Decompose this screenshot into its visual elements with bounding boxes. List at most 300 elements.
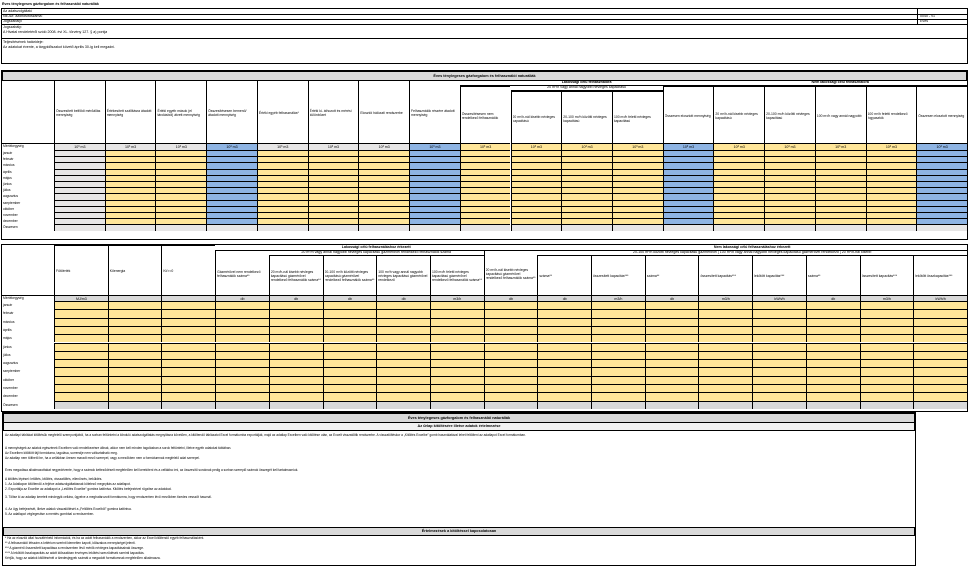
column-header [215,250,269,295]
data-cell[interactable] [591,376,645,384]
data-cell[interactable] [860,351,914,359]
data-cell[interactable] [913,301,967,309]
data-cell[interactable] [323,384,377,392]
data-cell[interactable] [376,334,430,342]
data-cell[interactable] [54,224,105,230]
data-cell[interactable] [645,326,699,334]
unit-label: m3/h [882,297,891,301]
data-cell[interactable] [591,359,645,367]
data-cell[interactable] [860,326,914,334]
data-cell[interactable] [215,326,269,334]
data-cell[interactable] [806,359,860,367]
unit-label: db [562,297,567,301]
data-cell[interactable] [698,401,752,409]
column-header-label: lekötött kapacitás*** [754,274,785,278]
data-cell[interactable] [323,351,377,359]
data-cell[interactable] [484,351,538,359]
data-cell[interactable] [645,301,699,309]
data-cell[interactable] [752,309,806,317]
data-cell[interactable] [860,359,914,367]
unit-cell [511,143,562,150]
data-cell[interactable] [215,309,269,317]
data-cell[interactable] [860,401,914,409]
data-cell[interactable] [54,301,108,309]
data-cell[interactable] [806,351,860,359]
data-cell[interactable] [752,359,806,367]
data-cell[interactable] [806,326,860,334]
data-cell[interactable] [430,326,484,334]
data-cell[interactable] [105,224,156,230]
column-header [155,80,206,143]
data-cell[interactable] [269,376,323,384]
data-cell[interactable] [54,376,108,384]
data-cell[interactable] [537,343,591,351]
data-cell[interactable] [269,318,323,326]
data-cell[interactable] [430,392,484,400]
data-cell[interactable] [54,309,108,317]
data-cell[interactable] [269,301,323,309]
data-cell[interactable] [215,376,269,384]
data-cell[interactable] [323,301,377,309]
month-label: augusztus [3,194,19,199]
data-cell[interactable] [645,318,699,326]
data-cell[interactable] [269,309,323,317]
data-cell[interactable] [913,367,967,375]
data-cell[interactable] [215,392,269,400]
data-cell[interactable] [591,367,645,375]
data-cell[interactable] [108,301,162,309]
data-cell[interactable] [806,367,860,375]
data-cell[interactable] [860,301,914,309]
data-cell[interactable] [323,309,377,317]
data-cell[interactable] [806,401,860,409]
data-cell[interactable] [752,318,806,326]
unit-cell [916,143,967,150]
data-cell[interactable] [161,334,215,342]
data-cell[interactable] [806,301,860,309]
data-cell[interactable] [161,351,215,359]
data-cell[interactable] [591,384,645,392]
column-header [537,255,591,295]
data-cell[interactable] [698,392,752,400]
data-cell[interactable] [430,318,484,326]
data-cell[interactable] [752,343,806,351]
data-cell[interactable] [537,359,591,367]
column-header-label: 100 m³/h feletti névleges kapacitású gázmérővel rendelkező felhasználók száma** [431,270,482,282]
form-period: Éves [920,19,928,23]
data-cell[interactable] [591,318,645,326]
data-cell[interactable] [537,367,591,375]
data-cell[interactable] [161,326,215,334]
data-cell[interactable] [269,351,323,359]
data-cell[interactable] [698,301,752,309]
data-cell[interactable] [376,351,430,359]
data-cell[interactable] [430,401,484,409]
data-cell[interactable] [537,384,591,392]
data-cell[interactable] [484,401,538,409]
data-cell[interactable] [215,384,269,392]
column-header-label: Kőenergia [109,269,126,273]
data-cell[interactable] [155,224,206,230]
data-cell[interactable] [430,384,484,392]
column-header [308,80,359,143]
data-cell[interactable] [537,334,591,342]
sheet-title: Éves ténylegeses gázforgalom és felhasználói naturáliák [2,2,99,6]
data-cell[interactable] [215,401,269,409]
data-cell[interactable] [645,401,699,409]
data-cell[interactable] [860,309,914,317]
table-monthly-volumes [1,70,968,240]
info-line: Az adatokat évente, a tárgyidőszakot követő április 30-ig kell megadni. [3,45,116,49]
data-cell[interactable] [713,224,764,230]
data-cell[interactable] [645,334,699,342]
column-header-label: Összesen elosztott mennyiség [664,114,711,118]
column-header [257,80,308,143]
data-cell[interactable] [215,334,269,342]
data-cell[interactable] [806,343,860,351]
data-cell[interactable] [323,376,377,384]
data-cell[interactable] [323,343,377,351]
data-cell[interactable] [484,309,538,317]
data-cell[interactable] [561,224,612,230]
data-cell[interactable] [913,384,967,392]
data-cell[interactable] [860,334,914,342]
data-cell[interactable] [376,309,430,317]
data-cell[interactable] [269,392,323,400]
data-cell[interactable] [752,384,806,392]
data-cell[interactable] [376,392,430,400]
data-cell[interactable] [108,367,162,375]
data-cell[interactable] [161,401,215,409]
data-cell[interactable] [323,334,377,342]
unit-cell [561,143,612,150]
data-cell[interactable] [752,367,806,375]
data-cell[interactable] [645,343,699,351]
unit-label: 10³ m3 [327,145,340,149]
data-cell[interactable] [752,334,806,342]
data-cell[interactable] [698,318,752,326]
data-cell[interactable] [860,367,914,375]
column-header [806,255,860,295]
data-cell[interactable] [54,392,108,400]
data-cell[interactable] [698,334,752,342]
data-cell[interactable] [663,224,714,230]
data-cell[interactable] [430,343,484,351]
data-cell[interactable] [430,359,484,367]
data-cell[interactable] [484,301,538,309]
data-cell[interactable] [269,334,323,342]
column-header [161,245,215,295]
data-cell[interactable] [806,309,860,317]
column-header-label: Ki/>=0 [163,269,174,273]
data-cell[interactable] [913,318,967,326]
data-cell[interactable] [269,401,323,409]
data-cell[interactable] [591,301,645,309]
column-header-label: Értéki egyéb mások (el tárolásból) átvett mennyiség [157,109,200,117]
data-cell[interactable] [54,318,108,326]
data-cell[interactable] [806,384,860,392]
data-cell[interactable] [537,309,591,317]
column-header-label: Értékesített szállításra átadott mennyiség [106,109,152,117]
month-label: május [3,175,12,180]
data-cell[interactable] [913,351,967,359]
data-cell[interactable] [698,384,752,392]
data-cell[interactable] [860,343,914,351]
data-cell[interactable] [358,224,409,230]
data-cell[interactable] [612,224,663,230]
data-cell[interactable] [698,367,752,375]
data-cell[interactable] [752,376,806,384]
data-cell[interactable] [591,309,645,317]
data-cell[interactable] [430,334,484,342]
data-cell[interactable] [161,392,215,400]
column-header-label: Fűtőérték [56,269,71,273]
data-cell[interactable] [764,224,815,230]
unit-row-label: Mértékegység [3,144,24,148]
data-cell[interactable] [752,301,806,309]
data-cell[interactable] [484,367,538,375]
data-cell[interactable] [323,359,377,367]
month-label: november [3,386,18,390]
unit-label: 10³ m3 [733,145,745,149]
data-cell[interactable] [913,326,967,334]
data-cell[interactable] [257,224,308,230]
data-cell[interactable] [752,351,806,359]
month-label: február [3,157,14,162]
data-cell[interactable] [591,351,645,359]
data-cell[interactable] [860,318,914,326]
data-cell[interactable] [376,376,430,384]
data-cell[interactable] [913,392,967,400]
data-cell[interactable] [913,343,967,351]
data-cell[interactable] [430,309,484,317]
data-cell[interactable] [537,326,591,334]
column-header [484,250,538,295]
note-paragraph: A kitöltés lépései: letöltés, kitöltés, visszatöltés, ellenőrzés, beküldés. [5,477,103,481]
unit-cell [54,143,105,150]
data-cell[interactable] [376,367,430,375]
column-header-label: lekötött összkapacitás*** [915,274,953,278]
data-cell[interactable] [215,301,269,309]
data-cell[interactable] [430,367,484,375]
unit-cell [460,143,511,150]
data-cell[interactable] [591,392,645,400]
data-cell[interactable] [913,309,967,317]
data-cell[interactable] [323,401,377,409]
data-cell[interactable] [108,384,162,392]
data-cell[interactable] [484,334,538,342]
data-cell[interactable] [323,318,377,326]
data-cell[interactable] [698,326,752,334]
subgroup-header-lakossagi: 20 m³/h vagy annál nagyobb névleges kapacitású [547,85,627,89]
data-cell[interactable] [54,334,108,342]
data-cell[interactable] [698,351,752,359]
data-cell[interactable] [323,392,377,400]
data-cell[interactable] [323,326,377,334]
data-cell[interactable] [54,343,108,351]
data-cell[interactable] [54,326,108,334]
data-cell[interactable] [645,367,699,375]
data-cell[interactable] [484,384,538,392]
data-cell[interactable] [484,359,538,367]
data-cell[interactable] [215,351,269,359]
data-cell[interactable] [161,384,215,392]
data-cell[interactable] [376,326,430,334]
data-cell[interactable] [860,392,914,400]
data-cell[interactable] [108,343,162,351]
data-cell[interactable] [860,376,914,384]
column-header-label: 20-100 m³/h közötti névleges kapacitású [563,114,607,123]
unit-cell [155,143,206,150]
data-cell[interactable] [376,318,430,326]
column-header [713,86,764,143]
notes-banner: Éves ténylegeses gázforgalom és felhasználói naturáliák [3,413,915,423]
data-cell[interactable] [269,359,323,367]
data-cell[interactable] [460,224,511,230]
column-header-label: 100 m³/h vagy annál nagyobb névleges kapacitású gázmérővel rendelkező [378,270,428,282]
data-cell[interactable] [591,326,645,334]
data-cell[interactable] [430,351,484,359]
data-cell[interactable] [161,367,215,375]
column-header [511,91,562,143]
data-cell[interactable] [161,359,215,367]
data-cell[interactable] [916,224,967,230]
data-cell[interactable] [484,343,538,351]
month-label: december [3,219,18,224]
data-cell[interactable] [806,318,860,326]
data-cell[interactable] [376,359,430,367]
column-header [764,86,815,143]
data-cell[interactable] [645,384,699,392]
data-cell[interactable] [484,376,538,384]
unit-cell [815,143,866,150]
data-cell[interactable] [537,376,591,384]
data-cell[interactable] [537,318,591,326]
data-cell[interactable] [913,334,967,342]
data-cell[interactable] [645,392,699,400]
data-cell[interactable] [108,359,162,367]
data-cell[interactable] [161,301,215,309]
data-cell[interactable] [161,318,215,326]
footnote: Kérjük, hogy az adatok kitöltésénél a tizedesjegyek számát a megadott formátumnak megfelelően alkalmazza. [5,556,161,560]
data-cell[interactable] [430,301,484,309]
data-cell[interactable] [698,359,752,367]
data-cell[interactable] [537,392,591,400]
data-cell[interactable] [161,376,215,384]
data-cell[interactable] [161,343,215,351]
data-cell[interactable] [645,351,699,359]
data-cell[interactable] [308,224,359,230]
data-cell[interactable] [215,367,269,375]
data-cell[interactable] [108,309,162,317]
data-cell[interactable] [913,401,967,409]
data-cell[interactable] [752,401,806,409]
data-cell[interactable] [269,326,323,334]
data-cell[interactable] [108,376,162,384]
data-cell[interactable] [913,359,967,367]
note-paragraph: Az adatlap nem tölthető be, ha a cellákban üresen maradt mező szerepel, vagy a mezőkben nem a formátumnak megfelelő adat szerepel. [5,456,200,460]
unit-label: 10³ m3 [226,145,238,149]
unit-label: 10³ m3 [480,145,492,149]
data-cell[interactable] [108,334,162,342]
data-cell[interactable] [108,326,162,334]
column-header [409,80,460,143]
data-cell[interactable] [269,384,323,392]
note-paragraph: 1. Az Adatlapon kitöltendő a fejléce adatszolgáltatásnak kötelező megnyitás az adatlapot. [5,482,131,486]
data-cell[interactable] [376,343,430,351]
info-box [1,8,968,64]
data-cell[interactable] [54,359,108,367]
data-cell[interactable] [484,392,538,400]
data-cell[interactable] [866,224,917,230]
data-cell[interactable] [752,326,806,334]
data-cell[interactable] [645,376,699,384]
data-cell[interactable] [108,392,162,400]
data-cell[interactable] [591,334,645,342]
notes-foot-banner: Értelmezések a kitöltéssel kapcsolatosan [3,527,915,536]
data-cell[interactable] [108,401,162,409]
data-cell[interactable] [591,343,645,351]
data-cell[interactable] [698,376,752,384]
data-cell[interactable] [537,401,591,409]
unit-cell [257,143,308,150]
data-cell[interactable] [511,224,562,230]
data-cell[interactable] [108,318,162,326]
data-cell[interactable] [698,309,752,317]
data-cell[interactable] [323,367,377,375]
data-cell[interactable] [376,301,430,309]
data-cell[interactable] [537,301,591,309]
data-cell[interactable] [860,384,914,392]
data-cell[interactable] [645,309,699,317]
label-column [2,295,54,410]
unit-label: 10³ m3 [682,145,695,149]
data-cell[interactable] [591,401,645,409]
data-cell[interactable] [206,224,257,230]
data-cell[interactable] [806,392,860,400]
data-cell[interactable] [54,367,108,375]
note-paragraph: Éves megadása alkalmazottakat negyedévente, hogy a számok ketteződéseit megfelelően kell kerekíteni és a cellákba írni, az összesítő soroknak pedig a sorban szereplő számok összegét kell tartalmazniuk. [5,468,299,472]
data-cell[interactable] [698,343,752,351]
data-cell[interactable] [752,392,806,400]
data-cell[interactable] [430,376,484,384]
data-cell[interactable] [54,351,108,359]
data-cell[interactable] [484,318,538,326]
data-cell[interactable] [54,384,108,392]
data-cell[interactable] [215,318,269,326]
data-cell[interactable] [269,343,323,351]
data-cell[interactable] [269,367,323,375]
data-cell[interactable] [484,326,538,334]
column-header-label: 20 m³/h-nál kisebb névleges kapacitású gázmérővel rendelkező felhasználók száma** [485,267,536,280]
data-cell[interactable] [645,359,699,367]
data-cell[interactable] [215,343,269,351]
data-cell[interactable] [54,401,108,409]
data-cell[interactable] [409,224,460,230]
data-cell[interactable] [376,384,430,392]
data-cell[interactable] [806,376,860,384]
data-cell[interactable] [161,309,215,317]
data-cell[interactable] [376,401,430,409]
data-cell[interactable] [537,351,591,359]
data-cell[interactable] [215,359,269,367]
data-cell[interactable] [913,376,967,384]
data-cell[interactable] [806,334,860,342]
unit-label: 10³ m3 [277,145,289,149]
data-cell[interactable] [108,351,162,359]
data-cell[interactable] [815,224,866,230]
column-header-label: Összesített belföldi mérőállás mennyiség [56,109,101,117]
